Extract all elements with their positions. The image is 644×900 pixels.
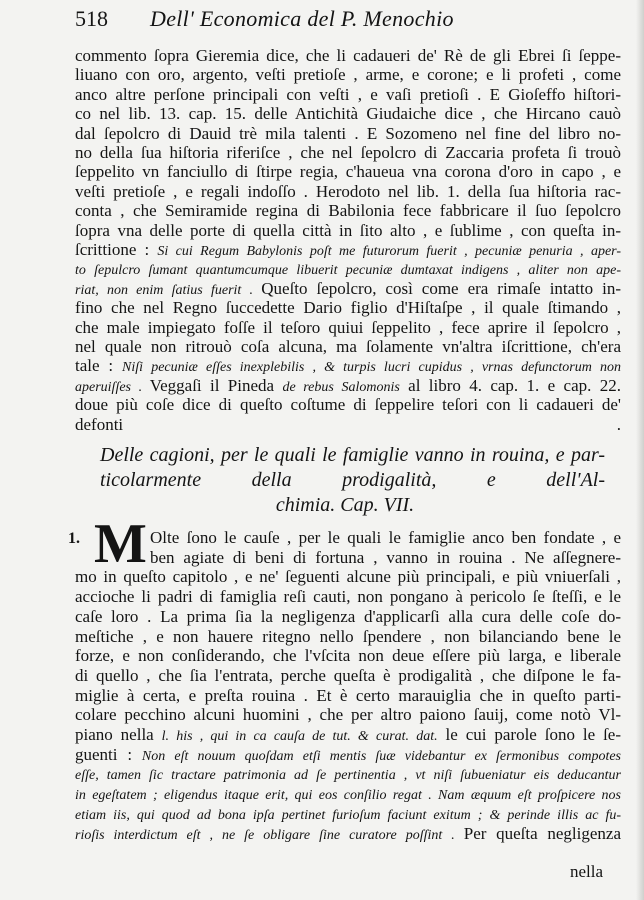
italic-quote: riat, non enim ſatius fuerit .	[75, 282, 262, 298]
text-segment: commento ſopra Gieremia dice, che li cadaueri de' Rè de gli Ebrei ſi ſeppe-	[75, 46, 621, 65]
text-line	[75, 784, 621, 806]
text-line	[75, 725, 621, 747]
text-segment: conta , che Semiramide regina di Babilonia fece fabbricare il ſuo ſepolcro	[75, 201, 621, 221]
heading-line: Delle cagioni, per le quali le famiglie vanno in rouina, e par-	[100, 444, 605, 466]
text-line	[75, 627, 621, 647]
italic-quote: Niſi pecuniæ eſſes inexplebilis , & turpis lucri cupidus , vrnas defunctorum non	[122, 360, 621, 376]
text-line	[75, 85, 621, 105]
italic-quote: etiam iis, qui quod ad bona ipſa pertinet furioſum faciunt exitum ; & perinde illis ac fu-	[75, 807, 621, 823]
italic-quote: aperuiſſes .	[75, 379, 150, 395]
text-segment: piano nella	[75, 725, 162, 744]
text-segment: veſti pretioſe , e regali indoſſo . Herodoto nel lib. 1. della ſua hiſtoria rac-	[75, 181, 621, 201]
text-segment: ſopra vna delle porte di quella città in ſito alto , e ſublime , con queſta in-	[75, 220, 621, 240]
text-segment: meſtiche , e non hauere ritegno nello ſpendere , non bilanciando bene le	[75, 626, 621, 646]
text-segment: caſe loro . La prima ſia la negligenza d'applicarſi alla cura delle coſe do-	[75, 606, 621, 626]
italic-quote: Si cui Regum Babylonis poſt me futurorum fuerit , pecuniæ penuria , aper-	[157, 244, 621, 259]
text-line	[75, 143, 621, 163]
text-line	[75, 745, 621, 767]
text-line	[75, 395, 621, 415]
text-segment: le cui parole ſono le ſe-	[437, 725, 622, 744]
text-segment: Queſto ſepolcro, così come era rimaſe intatto in-	[261, 278, 621, 298]
text-line	[75, 804, 621, 826]
page-number: 518	[75, 6, 108, 31]
text-line	[150, 528, 621, 548]
text-line	[75, 337, 621, 357]
italic-quote: Non eſt nouum quoſdam etſi mentis ſuæ videbantur ex ſermonibus compotes	[141, 748, 621, 764]
text-segment: forze, e non conſiderando, che l'vſcita non deue eſſere più larga, e liberale	[75, 646, 621, 666]
text-line	[75, 124, 621, 144]
italic-quote: de rebus Salomonis	[282, 379, 400, 395]
text-segment: miglie à certa, e preſta rouina . Et è certo marauiglia che in queſto parti-	[75, 685, 621, 705]
text-line	[75, 567, 621, 587]
text-line	[75, 686, 621, 706]
italic-quote: in egeſtatem ; eligendus itaque erit, qui eos conſilio regat . Nam æquum eſt proſpicere nos	[75, 788, 621, 804]
text-segment: al libro 4. cap. 1. e cap. 22.	[399, 375, 621, 395]
text-segment: accioche li padri di famiglia reſi cauti, non pongano à pericolo ſe ſteſſi, e le	[75, 587, 621, 607]
text-segment: Veggaſi il Pineda	[149, 375, 283, 395]
running-title: Dell' Economica del P. Menochio	[150, 6, 454, 31]
heading-line: chimia. Cap. VII.	[275, 494, 415, 516]
text-segment: guenti :	[75, 744, 142, 764]
text-segment: doue più coſe dice di queſto coſtume di ſeppelire teſori con li cadaueri de'	[75, 395, 621, 415]
text-segment: fino che nel Regno ſuccedette Dario figlio d'Hiſtaſpe , il quale ſtimando ,	[75, 298, 621, 318]
text-line	[75, 221, 621, 241]
text-line	[75, 298, 621, 318]
text-line	[75, 705, 621, 725]
italic-quote: l. his , qui in ca cauſa de tut. & curat. dat.	[161, 729, 438, 744]
text-line	[75, 65, 621, 85]
text-line	[75, 607, 621, 627]
text-segment: ben agiate di beni di fortuna , vanno in rouina . Ne aſſegnere-	[150, 547, 621, 567]
text-segment: nel quale non ritrouò coſa alcuna, ma ſolamente vn'altra iſcrittione, ch'era	[75, 337, 621, 356]
text-line	[75, 764, 621, 786]
catchword: nella	[570, 862, 604, 881]
text-segment: colare pecchino alcuni huomini , che per altro paiono ſauij, come notò Vl-	[75, 705, 621, 725]
italic-quote: rioſis interdictum eſt , ne ſe obligare ſine curatore poſſint .	[75, 827, 464, 843]
text-segment: di quello , che ſia l'entrata, perche queſta è prodigalità , che diſpone le fa-	[75, 665, 621, 685]
text-segment: mo in queſto capitolo , e ne' ſeguenti alcune più principali, e più vniuerſali ,	[75, 567, 621, 587]
drop-cap: M	[94, 513, 147, 575]
paragraph-number: 1.	[68, 530, 80, 547]
text-segment: ſeppelito vn fanciullo di ſtirpe regia, c'haueua vna corona d'oro in capo , e	[75, 162, 621, 182]
text-line	[75, 666, 621, 686]
text-line	[150, 548, 621, 568]
text-segment: ſcrittione :	[75, 240, 158, 259]
italic-quote: eſſe, tamen ſic tractare patrimonia ad ſe pertinentia , vt niſi ſubueniatur eis deducantur	[75, 768, 621, 784]
text-segment: che male impiegato foſſe il teſoro quiui ſeppelito , fece aprire il ſepolcro ,	[75, 317, 621, 337]
text-line	[75, 201, 621, 221]
text-segment: anco altre perſone principali con veſti , e vaſi pretioſi . E Gioſeffo hiſtori-	[75, 84, 621, 104]
text-segment: co nel lib. 13. cap. 15. delle Antichità Giudaiche dice , che Hircano cauò	[75, 104, 621, 124]
page-edge-shadow	[636, 0, 644, 900]
text-line	[75, 646, 621, 666]
text-line	[75, 182, 621, 202]
text-line	[75, 318, 621, 338]
text-line	[75, 162, 621, 182]
text-line	[75, 415, 621, 435]
text-line	[75, 587, 621, 607]
text-segment: liuano con oro, argento, veſti pretioſe , arme, e corone; e li profeti , come	[75, 65, 621, 85]
text-segment: tale :	[75, 356, 123, 376]
text-line	[75, 46, 621, 66]
text-segment: defonti .	[75, 414, 621, 434]
text-line	[75, 104, 621, 124]
text-segment: no della ſua hiſtoria riferiſce , che nel ſepolcro di Zaccaria profeta ſi trouò	[75, 143, 621, 162]
text-segment: dal ſepolcro di Dauid trè mila talenti . E Sozomeno nel fine del libro no-	[75, 123, 621, 143]
text-segment: Olte ſono le cauſe , per le quali le famiglie anco ben fondate , e	[150, 528, 621, 547]
heading-line: ticolarmente della prodigalità, e dell'Al-	[100, 469, 605, 491]
text-line	[75, 824, 621, 846]
text-segment: Per queſta negligenza	[463, 823, 621, 843]
italic-quote: to ſepulcro ſumant quantumcumque libuerit pecuniæ dumtaxat indigens , aliter non ape-	[75, 263, 621, 279]
